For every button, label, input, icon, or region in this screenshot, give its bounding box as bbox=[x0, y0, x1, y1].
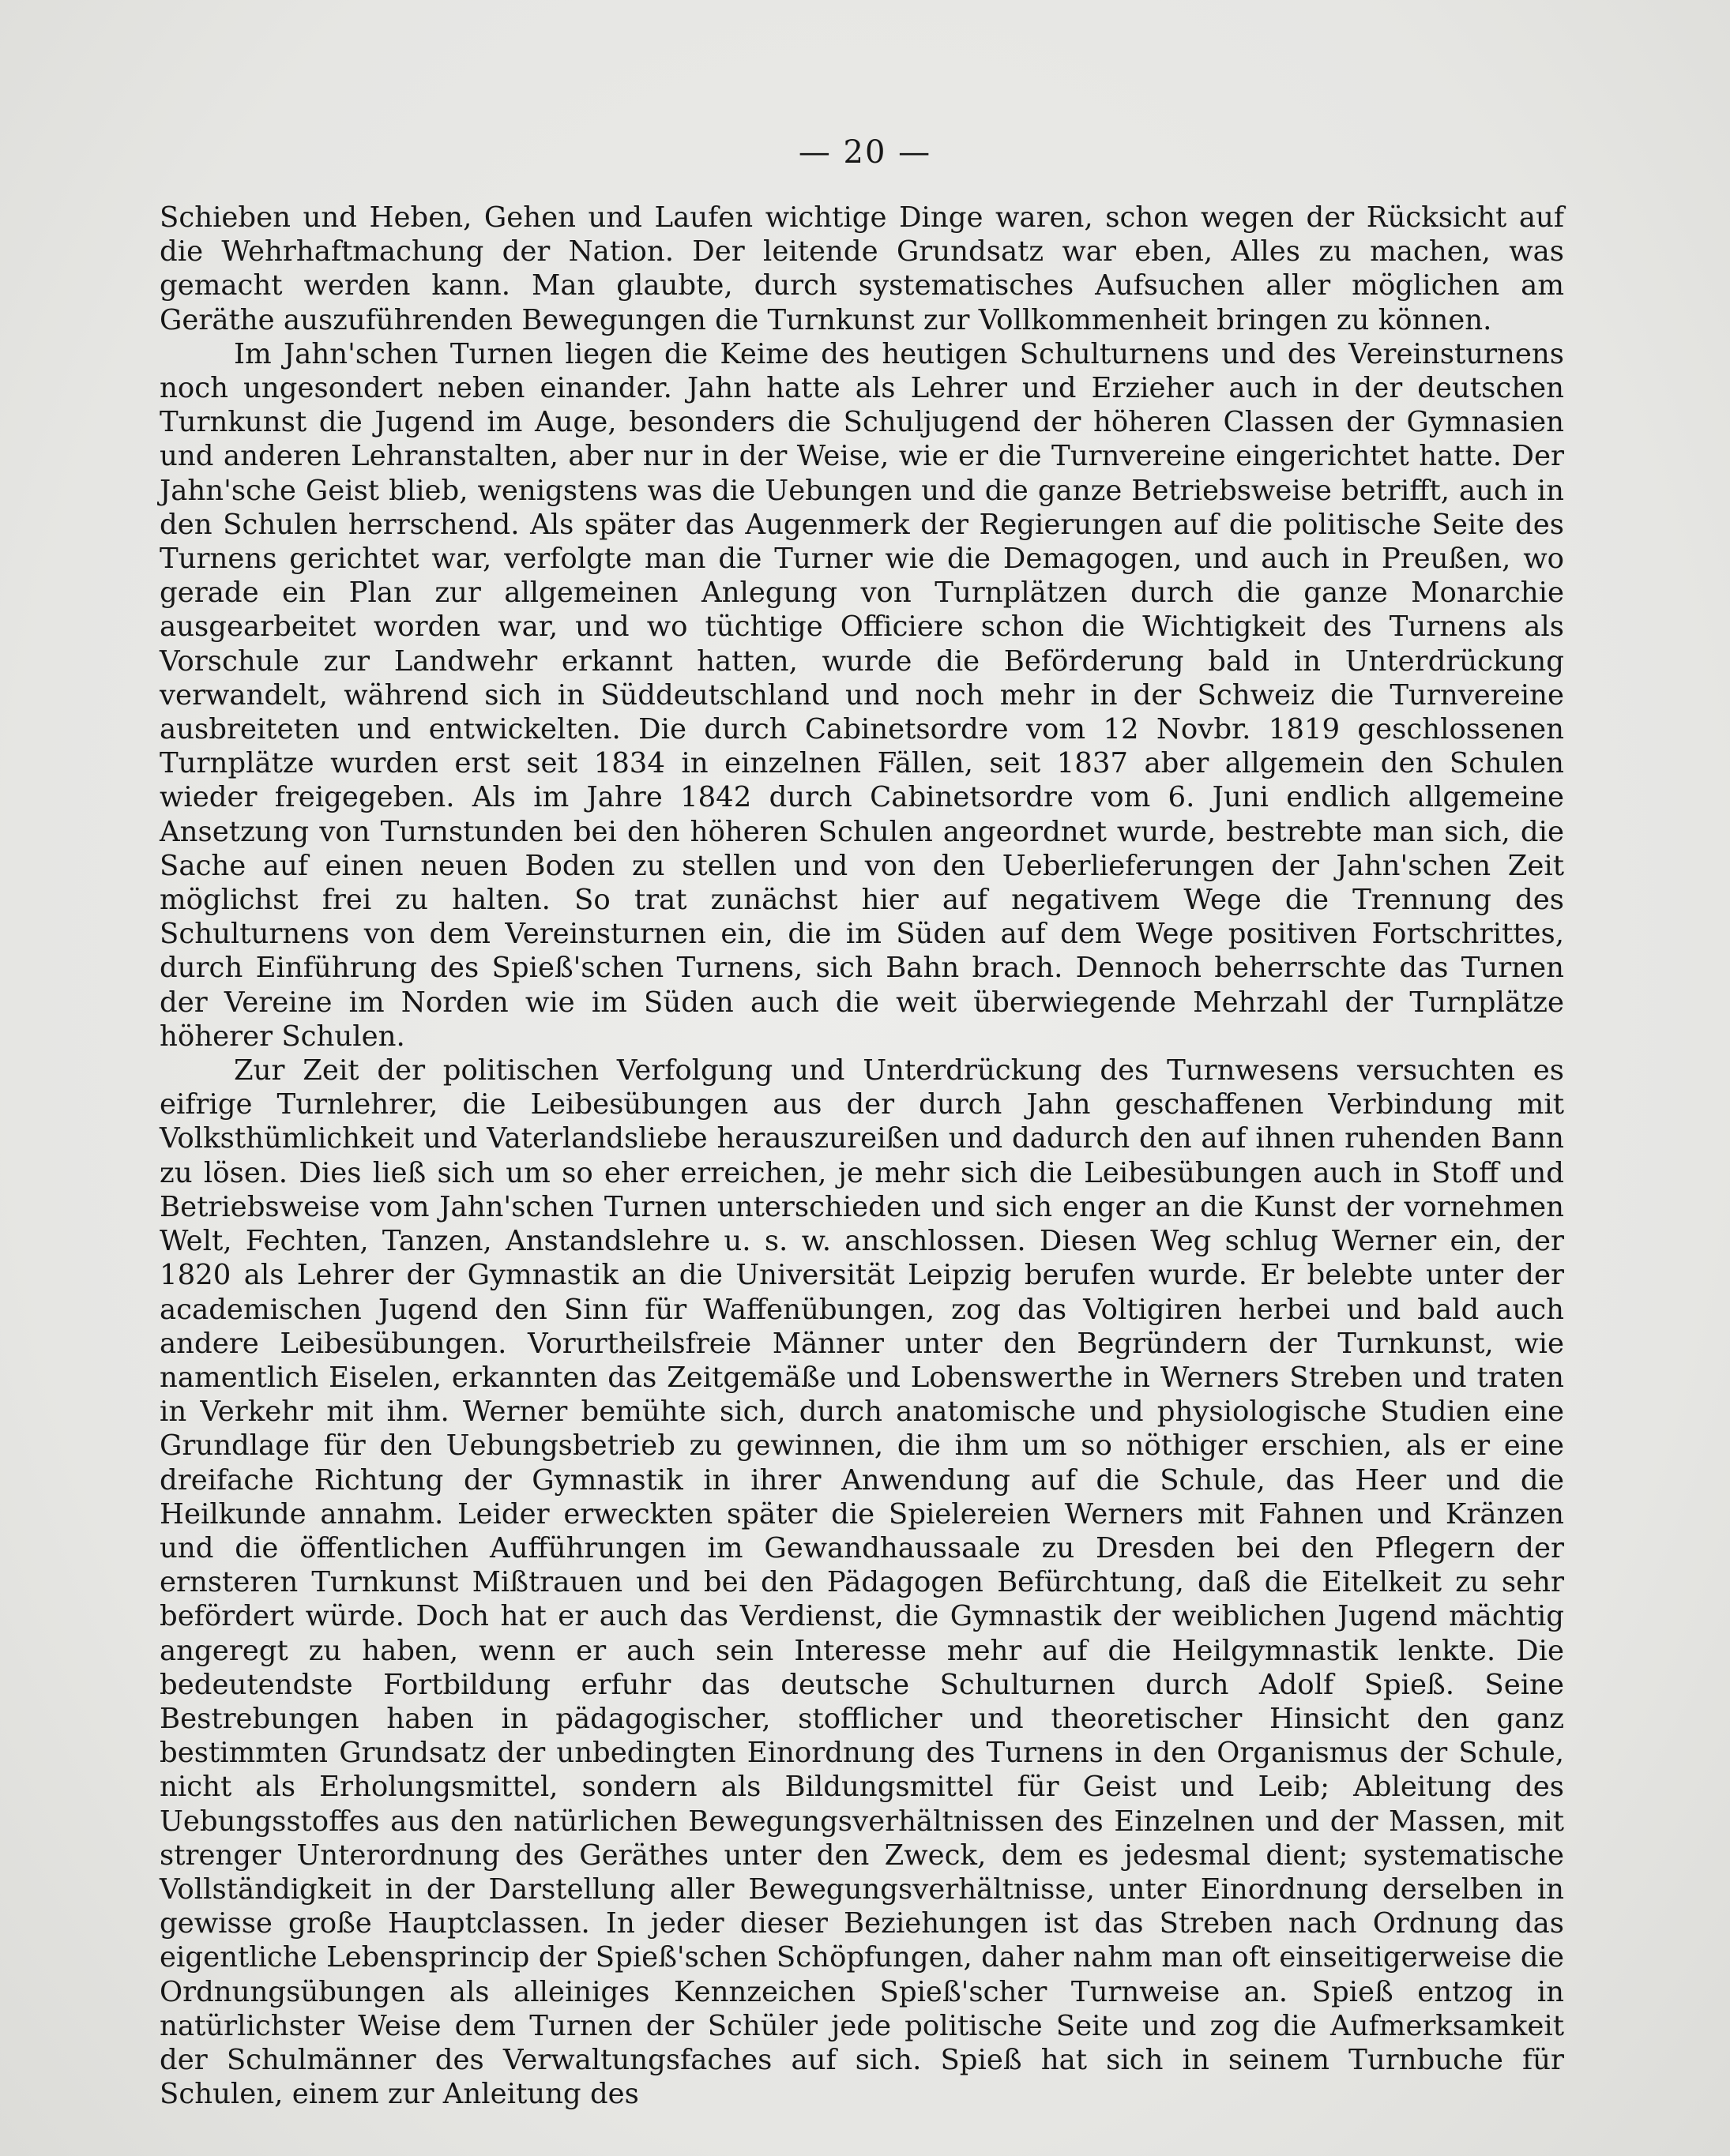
body-text bbox=[160, 201, 1564, 2111]
paragraph-1: Schieben und Heben, Gehen und Laufen wichtige Dinge waren, schon wegen der Rücksicht auf die Wehrhaftmachung der Nation. Der leitende Grundsatz war eben, Alles zu machen, was gemacht werden kann. Man glaubte, durch systematisches Aufsuchen aller möglichen am Geräthe auszuführenden Bewegungen die Turnkunst zur Vollkommenheit bringen zu können. bbox=[160, 201, 1564, 336]
paragraph-2: Im Jahn'schen Turnen liegen die Keime des heutigen Schulturnens und des Vereinsturnens noch ungesondert neben einander. Jahn hatte als Lehrer und Erzieher auch in der deutschen Turnkunst die Jugend im Auge, besonders die Schuljugend der höheren Classen der Gymnasien und anderen Lehranstalten, aber nur in der Weise, wie er die Turnvereine eingerichtet hatte. Der Jahn'sche Geist blieb, wenigstens was die Uebungen und die ganze Betriebsweise betrifft, auch in den Schulen herrschend. Als später das Augenmerk der Regierungen auf die politische Seite des Turnens gerichtet war, verfolgte man die Turner wie die Demagogen, und auch in Preußen, wo gerade ein Plan zur allgemeinen Anlegung von Turnplätzen durch die ganze Monarchie ausgearbeitet worden war, und wo tüchtige Officiere schon die Wichtigkeit des Turnens als Vorschule zur Landwehr erkannt hatten, wurde die Beförderung bald in Unterdrückung verwandelt, während sich in Süddeutschland und noch mehr in der Schweiz die Turnvereine ausbreiteten und entwickelten. Die durch Cabinetsordre vom 12 Novbr. 1819 geschlossenen Turnplätze wurden erst seit 1834 in einzelnen Fällen, seit 1837 aber allgemein den Schulen wieder freigegeben. Als im Jahre 1842 durch Cabinetsordre vom 6. Juni endlich allgemeine Ansetzung von Turnstunden bei den höheren Schulen angeordnet wurde, bestrebte man sich, die Sache auf einen neuen Boden zu stellen und von den Ueberlieferungen der Jahn'schen Zeit möglichst frei zu halten. So trat zunächst hier auf negativem Wege die Trennung des Schulturnens von dem Vereinsturnen ein, die im Süden auf dem Wege positiven Fortschrittes, durch Einführung des Spieß'schen Turnens, sich Bahn brach. Dennoch beherrschte das Turnen der Vereine im Norden wie im Süden auch die weit überwiegende Mehrzahl der Turnplätze höherer Schulen. bbox=[160, 337, 1564, 1053]
paragraph-3: Zur Zeit der politischen Verfolgung und Unterdrückung des Turnwesens versuchten es eifrige Turnlehrer, die Leibesübungen aus der durch Jahn geschaffenen Verbindung mit Volksthümlichkeit und Vaterlandsliebe herauszureißen und dadurch den auf ihnen ruhenden Bann zu lösen. Dies ließ sich um so eher erreichen, je mehr sich die Leibesübungen auch in Stoff und Betriebsweise vom Jahn'schen Turnen unterschieden und sich enger an die Kunst der vornehmen Welt, Fechten, Tanzen, Anstandslehre u. s. w. anschlossen. Diesen Weg schlug Werner ein, der 1820 als Lehrer der Gymnastik an die Universität Leipzig berufen wurde. Er belebte unter der academischen Jugend den Sinn für Waffenübungen, zog das Voltigiren herbei und bald auch andere Leibesübungen. Vorurtheilsfreie Männer unter den Begründern der Turnkunst, wie namentlich Eiselen, erkannten das Zeitgemäße und Lobenswerthe in Werners Streben und traten in Verkehr mit ihm. Werner bemühte sich, durch anatomische und physiologische Studien eine Grundlage für den Uebungsbetrieb zu gewinnen, die ihm um so nöthiger erschien, als er eine dreifache Richtung der Gymnastik in ihrer Anwendung auf die Schule, das Heer und die Heilkunde annahm. Leider erweckten später die Spielereien Werners mit Fahnen und Kränzen und die öffentlichen Aufführungen im Gewandhaussaale zu Dresden bei den Pflegern der ernsteren Turnkunst Mißtrauen und bei den Pädagogen Befürchtung, daß die Eitelkeit zu sehr befördert würde. Doch hat er auch das Verdienst, die Gymnastik der weiblichen Jugend mächtig angeregt zu haben, wenn er auch sein Interesse mehr auf die Heilgymnastik lenkte. Die bedeutendste Fortbildung erfuhr das deutsche Schulturnen durch Adolf Spieß. Seine Bestrebungen haben in pädagogischer, stofflicher und theoretischer Hinsicht den ganz bestimmten Grundsatz der unbedingten Einordnung des Turnens in den Organismus der Schule, nicht als Erholungsmittel, sondern als Bildungsmittel für Geist und Leib; Ableitung des Uebungsstoffes aus den natürlichen Bewegungsverhältnissen des Einzelnen und der Massen, mit strenger Unterordnung des Geräthes unter den Zweck, dem es jedesmal dient; systematische Vollständigkeit in der Darstellung aller Bewegungsverhältnisse, unter Einordnung derselben in gewisse große Hauptclassen. In jeder dieser Beziehungen ist das Streben nach Ordnung das eigentliche Lebensprincip der Spieß'schen Schöpfungen, daher nahm man oft einseitigerweise die Ordnungsübungen als alleiniges Kennzeichen Spieß'scher Turnweise an. Spieß entzog in natürlichster Weise dem Turnen der Schüler jede politische Seite und zog die Aufmerksamkeit der Schulmänner des Verwaltungsfaches auf sich. Spieß hat sich in seinem Turnbuche für Schulen, einem zur Anleitung des bbox=[160, 1054, 1564, 2111]
page-number: — 20 — bbox=[798, 134, 932, 171]
